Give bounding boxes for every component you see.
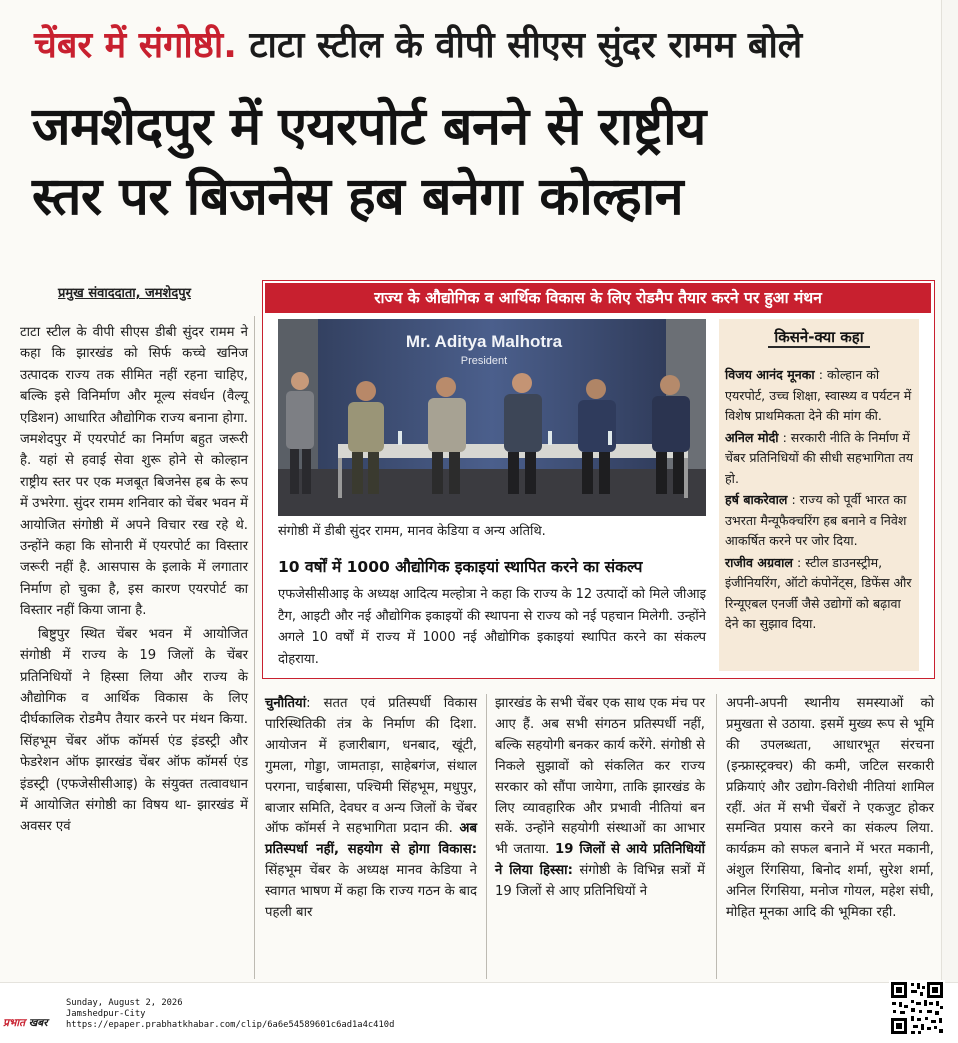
speaker-name: अनिल मोदी [725, 429, 779, 445]
box-subheading: 10 वर्षों में 1000 औद्योगिक इकाइयां स्थापित करने का संकल्प [278, 558, 643, 576]
qr-code-icon [889, 980, 945, 1036]
headline-line-1: जमशेदपुर में एयरपोर्ट बनने से राष्ट्रीय [32, 97, 706, 157]
kicker-red: चेंबर में संगोष्ठी. [34, 25, 237, 66]
paragraph: संगोष्ठी के विभिन्न सत्रों में 19 जिलों से आए प्रतिनिधियों ने [495, 863, 705, 900]
quote-item [725, 490, 915, 552]
newspaper-logo-icon: प्रभात खबर [3, 1017, 48, 1029]
paragraph: अपनी-अपनी स्थानीय समस्याओं को प्रमुखता से उठाया. इसमें मुख्य रूप से भूमि की उपलब्धता, आधारभूत संरचना (इन्फ्रास्ट्रक्चर) की कमी, जटिल सरकारी प्रक्रियाएं और उद्योग-विरोधी नीतियां शामिल रहीं. अंत में सभी चेंबरों ने एकजुट होकर समन्वित प्रयास करने का संकल्प लिया. कार्यक्रम को सफल बनाने में भरत मकानी, अंशुल रिंगसिया, बिनोद शर्मा, सुरेश शर्मा, अनिल रिंगसिया, मनोज गोयल, महेश संघी, मोहित मूनका आदि की भूमिका रही. [726, 696, 934, 921]
quote-item [725, 365, 915, 427]
byline: प्रमुख संवाददाता, जमशेदपुर [58, 286, 191, 301]
adjacent-column-edge [941, 0, 958, 1043]
quote-list [725, 365, 915, 636]
speaker-name: राजीव अग्रवाल [725, 554, 793, 570]
speaker-quote: : स्टील डाउनस्ट्रीम, इंजीनियरिंग, ऑटो कंपोनेंट्स, डिफेंस और रिन्यूएबल एनर्जी जैसे उद्योगों को बढ़ावा देने का सुझाव दिया. [725, 554, 912, 631]
featured-box [262, 280, 935, 679]
article-column-1 [20, 322, 248, 838]
inline-subhead: अब प्रतिस्पर्धा नहीं, सहयोग से होगा विकास: [265, 821, 477, 858]
backdrop-text: Mr. Aditya Malhotra [405, 332, 563, 351]
speaker-name: हर्ष बाकरेवाल [725, 492, 788, 507]
who-said-what-panel [719, 319, 919, 671]
column-rule [486, 694, 487, 979]
headline-line-2: स्तर पर बिजनेस हब बनेगा कोल्हान [32, 167, 684, 227]
paragraph: झारखंड के सभी चेंबर एक साथ एक मंच पर आए हैं. अब सभी संगठन प्रतिस्पर्धी नहीं, बल्कि सहयोगी बनकर कार्य करेंगे. संगोष्ठी से निकले सुझावों को संकलित कर राज्य सरकार को सौंपा जायेगा, ताकि झारखंड के लिए व्यावहारिक और प्रभावी नीतियां बन सकें. उन्होंने सहयोगी संस्थाओं का आभार भी जताया. [495, 696, 705, 858]
quote-item [725, 428, 915, 490]
clip-footer [0, 982, 958, 1043]
paragraph: सिंहभूम चेंबर के अध्यक्ष मानव केडिया ने स्वागत भाषण में कहा कि राज्य गठन के बाद पहली बार [265, 863, 477, 921]
kicker-line [34, 20, 934, 72]
clip-edition: Jamshedpur-City [66, 1008, 146, 1019]
speaker-quote: : राज्य को पूर्वी भारत का उभरता मैन्यूफैक्चरिंग हब बनाने व निवेश आकर्षित करने पर जोर दिया. [725, 492, 907, 548]
article-column-4 [726, 694, 934, 924]
paragraph: बिष्टुपुर स्थित चेंबर भवन में आयोजित संगोष्ठी में राज्य के 19 जिलों के चेंबर प्रतिनिधियों ने हिस्सा लिया और राज्य के औद्योगिक व आर्थिक विकास के लिए दीर्घकालिक रोडमैप तैयार करने पर मंथन किया. सिंहभूम चेंबर ऑफ कॉमर्स एंड इंडस्ट्री और फेडरेशन ऑफ झारखंड चेंबर ऑफ कॉमर्स एंड इंडस्ट्री (एफजेसीसीआइ) के संयुक्त तत्वावधान में आयोजित संगोष्ठी का विषय था- झारखंड में अवसर एवं [20, 626, 248, 835]
speaker-name: विजय आनंद मूनका [725, 367, 815, 382]
column-rule [254, 316, 255, 979]
photo-caption: संगोष्ठी में डीबी सुंदर रामम, मानव केडिया व अन्य अतिथि. [278, 524, 546, 539]
headline [32, 92, 937, 232]
backdrop-subtext: President [460, 355, 508, 367]
event-photo [278, 319, 706, 516]
clip-url[interactable]: https://epaper.prabhatkhabar.com/clip/6a6e54589601c6ad1a4c410d [66, 1019, 395, 1030]
column-rule [716, 694, 717, 979]
speaker-quote: : सरकारी नीति के निर्माण में चेंबर प्रतिनिधियों की सीधी सहभागिता तय हो. [725, 429, 914, 486]
clip-meta [66, 998, 394, 1030]
article-column-2 [265, 694, 477, 924]
clip-date: Sunday, August 2, 2026 [66, 998, 183, 1008]
paragraph: टाटा स्टील के वीपी सीएस डीबी सुंदर रामम ने कहा कि झारखंड को सिर्फ कच्चे खनिज उत्पादक राज्य तक सीमित नहीं रहना चाहिए, बल्कि इसे विनिर्माण और मूल्य संवर्धन (वैल्यू एडिशन) आधारित औद्योगिक राज्य बनाना होगा. जमशेदपुर में एयरपोर्ट का निर्माण बहुत जरूरी है. यहां से हवाई सेवा शुरू होने से कोल्हान राष्ट्रीय स्तर पर एक मजबूत बिजनेस हब के रूप में उभरेगा. सुंदर रामम शनिवार को चेंबर भवन में आयोजित संगोष्ठी में अपने विचार रख रहे थे. उन्होंने कहा कि सोनारी में एयरपोर्ट का विस्तार जरूरी नहीं है. आसपास के इलाके में लगातार निर्माण हो चुका है, इस कारण एयरपोर्ट का विस्तार नहीं किया जाना है. [20, 325, 248, 619]
who-said-what-title: किसने-क्या कहा [719, 327, 919, 347]
event-photo-illustration [278, 319, 706, 516]
inline-subhead: चुनौतियां [265, 696, 307, 711]
paragraph: : सतत एवं प्रतिस्पर्धी विकास पारिस्थितिकी तंत्र के निर्माण की दिशा. आयोजन में हजारीबाग, धनबाद, खूंटी, गुमला, गोड्डा, जामताड़ा, साहेबगंज, संथाल परगना, चाईबासा, पश्चिमी सिंहभूम, मधुपुर, बाजार समिति, देवघर व अन्य जिलों के चेंबर ऑफ कॉमर्स ने सहभागिता प्रदान की. [265, 696, 477, 837]
box-body-text: एफजेसीसीआइ के अध्यक्ष आदित्य मल्होत्रा ने कहा कि राज्य के 12 उत्पादों को मिले जीआइ टैग, आइटी और नई औद्योगिक इकाइयों की स्थापना से राज्य को नई पहचान मिलेगी. उन्होंने अगले 10 वर्षों में राज्य में 1000 नई औद्योगिक इकाइयां स्थापित करने का संकल्प दोहराया. [278, 587, 706, 667]
quote-item [725, 553, 915, 635]
speaker-quote: : कोल्हान को एयरपोर्ट, उच्च शिक्षा, स्वास्थ्य व पर्यटन में विशेष प्राथमिकता देने की मांग की. [725, 367, 912, 423]
article-column-3 [495, 694, 705, 903]
box-banner: राज्य के औद्योगिक व आर्थिक विकास के लिए रोडमैप तैयार करने पर हुआ मंथन [265, 283, 931, 313]
inline-subhead: 19 जिलों से आये प्रतिनिधियों ने लिया हिस्सा: [495, 842, 705, 879]
kicker-black: टाटा स्टील के वीपी सीएस सुंदर रामम बोले [236, 25, 803, 66]
